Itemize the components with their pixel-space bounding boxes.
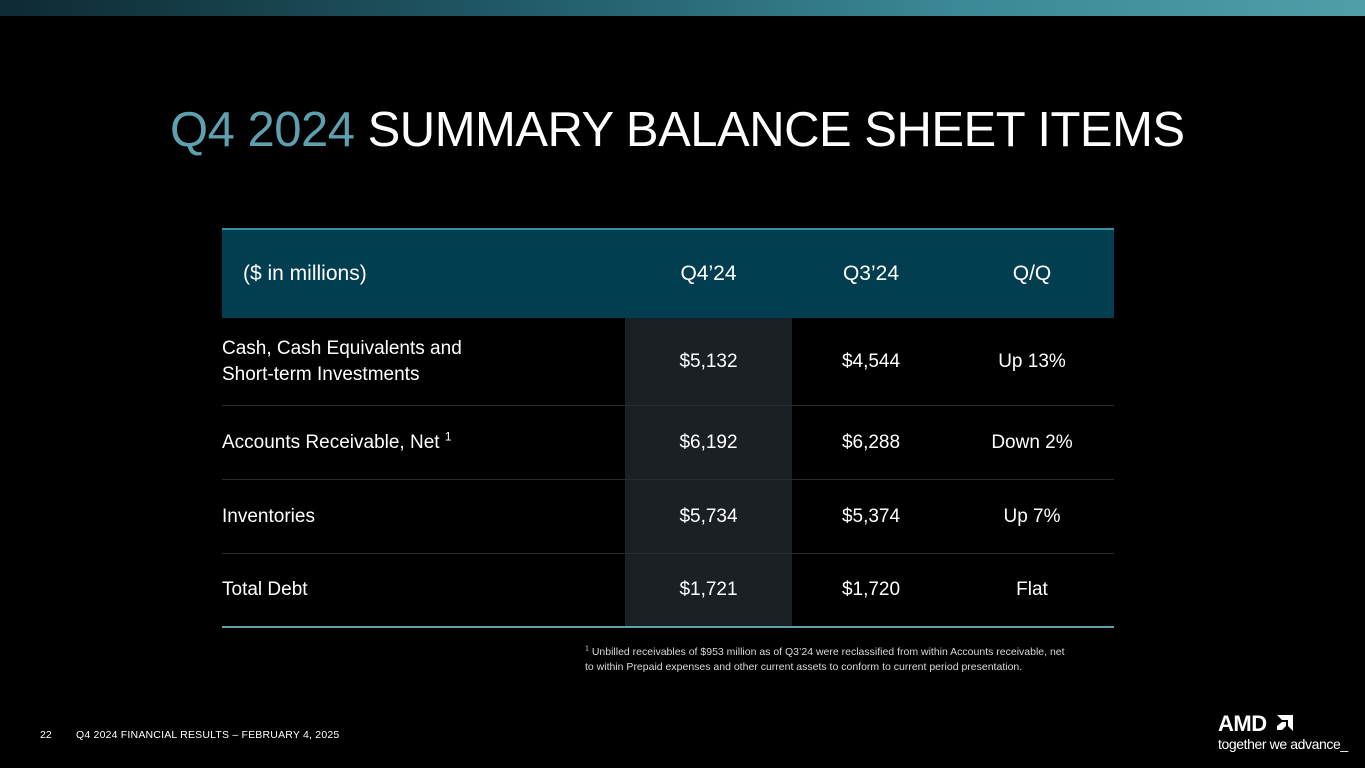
amd-logo: [1218, 713, 1350, 757]
cell-q4: $5,734: [625, 480, 792, 553]
cell-qq: Up 7%: [1003, 505, 1061, 527]
footnote-marker: 1: [444, 429, 452, 444]
table-row: [222, 554, 1114, 628]
footnote-line1: Unbilled receivables of $953 million as of Q3’24 were reclassified from within Accounts receivable, net: [591, 646, 1065, 658]
table-row: [222, 406, 1114, 480]
amd-arrow-icon: [1275, 715, 1293, 733]
table-row: [222, 480, 1114, 554]
cell-qq: Flat: [1016, 579, 1048, 600]
row-label: [222, 336, 625, 387]
row-label: [222, 430, 625, 456]
header-q3: Q3’24: [842, 262, 900, 285]
cell-q3: $4,544: [841, 350, 901, 372]
cell-q3: $6,288: [841, 431, 901, 453]
logo-wordmark: AMD: [1218, 711, 1267, 736]
logo-tagline: together we advance_: [1218, 736, 1348, 752]
cell-qq: Down 2%: [991, 431, 1073, 453]
top-gradient-bar: [0, 0, 1365, 16]
row-label-line1: Cash, Cash Equivalents and: [222, 337, 462, 359]
slide-title: [170, 104, 1185, 158]
cell-q3: $1,720: [841, 579, 901, 600]
row-label: Total Debt: [222, 579, 308, 601]
cell-q4: $6,192: [625, 406, 792, 479]
table-row: [222, 318, 1114, 406]
header-qq: Q/Q: [1012, 262, 1052, 285]
cell-q4: $1,721: [625, 554, 792, 626]
row-label-text: Accounts Receivable, Net: [222, 431, 440, 453]
header-units: ($ in millions): [243, 262, 367, 285]
balance-sheet-table: [222, 228, 1114, 628]
page-number: 22: [40, 729, 52, 741]
footnote-line2: to within Prepaid expenses and other current assets to conform to current period presentation.: [585, 660, 1023, 673]
title-accent: Q4 2024: [170, 103, 355, 157]
cell-q3: $5,374: [841, 505, 901, 527]
table-header-row: [222, 228, 1114, 318]
header-q4: Q4’24: [680, 262, 737, 285]
title-main: SUMMARY BALANCE SHEET ITEMS: [367, 103, 1185, 157]
footer-caption: Q4 2024 FINANCIAL RESULTS – FEBRUARY 4, 2025: [76, 729, 340, 741]
footnote-number: 1: [585, 645, 589, 653]
cell-q4: $5,132: [625, 318, 792, 405]
row-label-line2: Short-term Investments: [222, 363, 420, 385]
row-label: Inventories: [222, 505, 315, 527]
cell-qq: Up 13%: [998, 350, 1066, 372]
footnote: [585, 645, 1115, 674]
